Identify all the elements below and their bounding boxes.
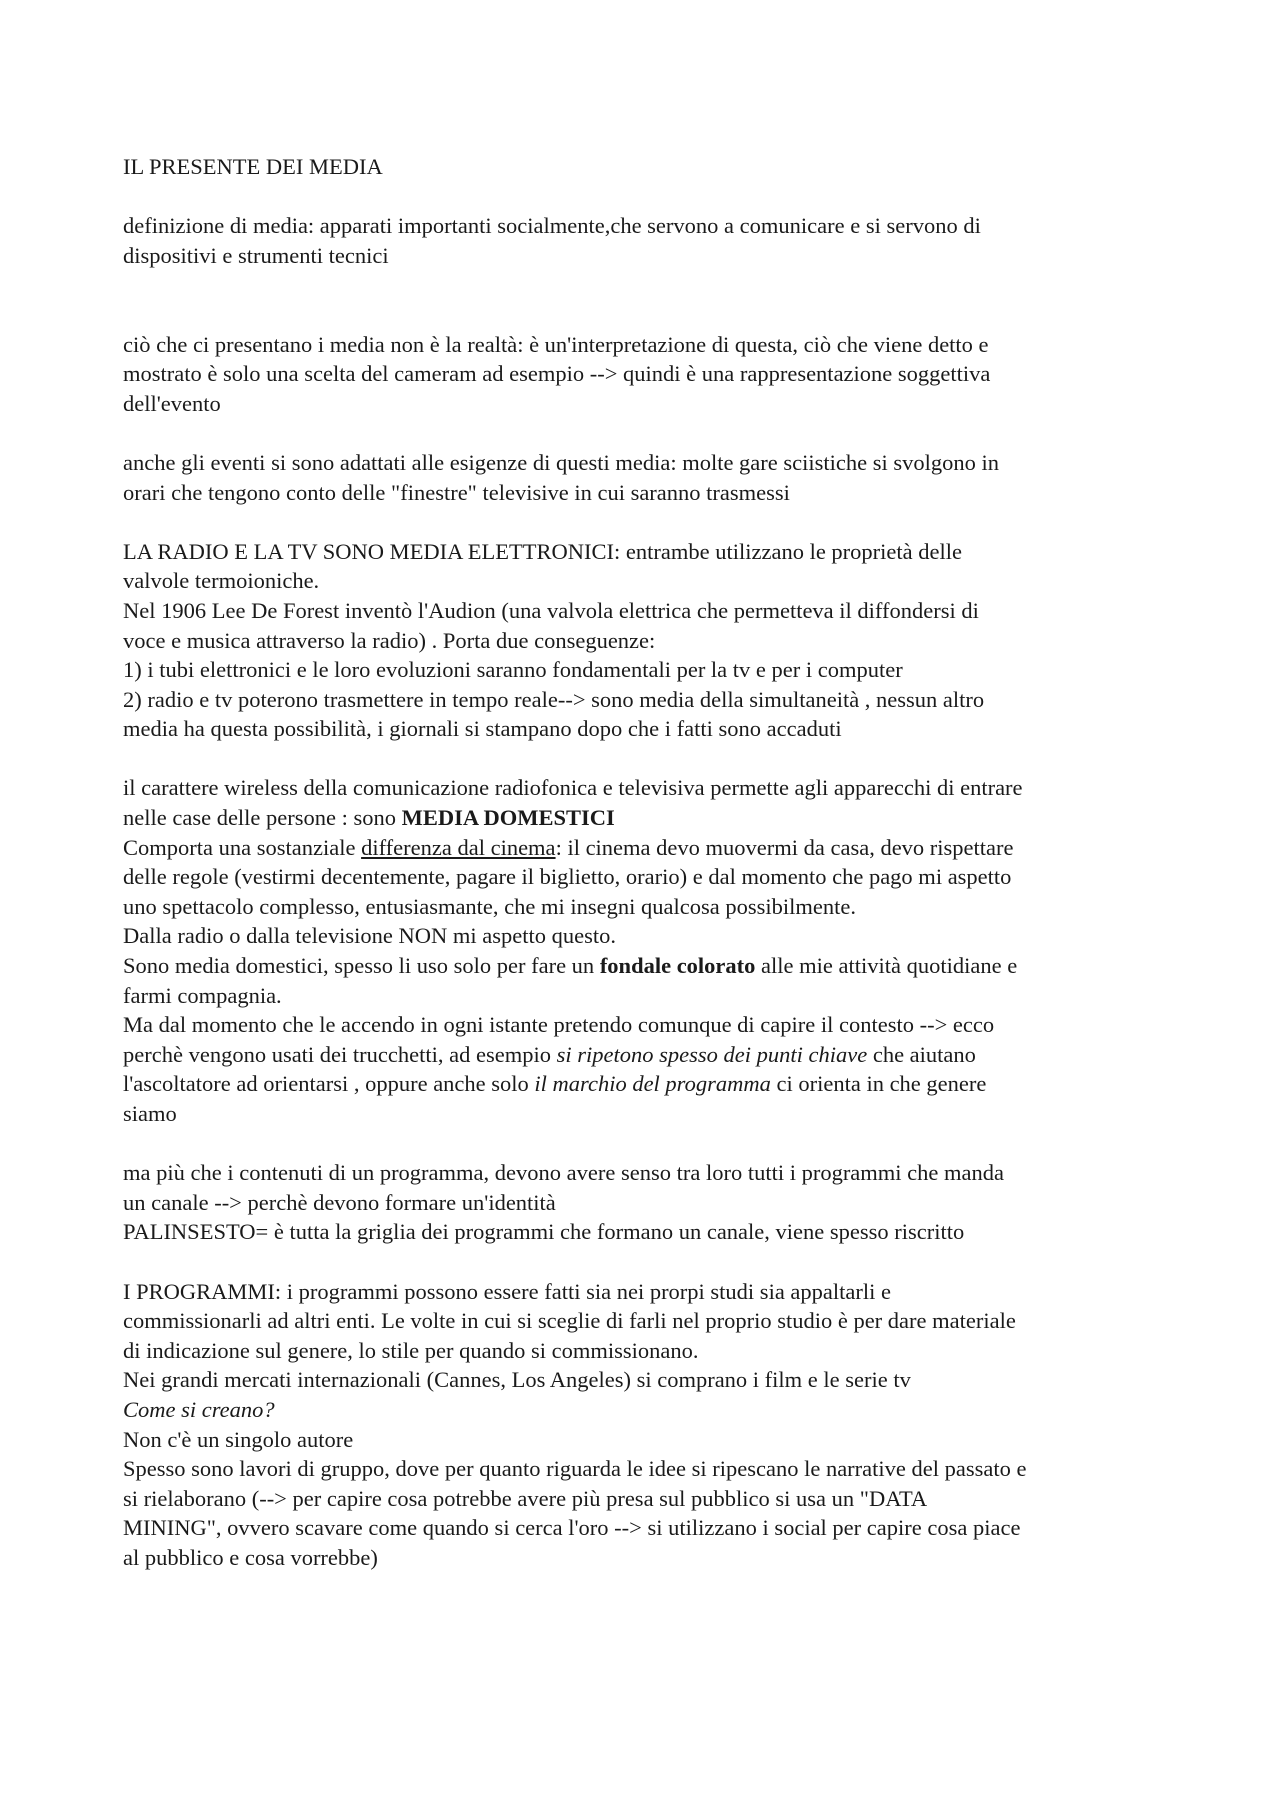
text-line: media ha questa possibilità, i giornali si stampano dopo che i fatti sono accaduti [123,716,842,742]
text-line: si rielaborano (--> per capire cosa potrebbe avere più presa sul pubblico si usa un "DATA [123,1485,928,1511]
text-run: perchè vengono usati dei trucchetti, ad esempio [123,1041,557,1067]
text-line: farmi compagnia. [123,982,282,1008]
text-run: ci orienta in che genere [770,1071,987,1097]
text-line: un canale --> perchè devono formare un'identità [123,1189,556,1215]
paragraph-palinsesto [123,1158,1183,1247]
text-line: ma più che i contenuti di un programma, devono avere senso tra loro tutti i programmi che manda [123,1160,1004,1186]
text-line: Non c'è un singolo autore [123,1426,354,1452]
text-line [123,1040,1183,1070]
text-line: orari che tengono conto delle "finestre" televisive in cui saranno trasmessi [123,479,790,505]
document-page [123,152,1183,1573]
text-line: MINING", ovvero scavare come quando si cerca l'oro --> si utilizzano i social per capire cosa piace [123,1515,1021,1541]
text-line: siamo [123,1101,177,1126]
spacer [123,270,1183,300]
text-run: l'ascoltatore ad orientarsi , oppure anche solo [123,1071,535,1097]
underlined-term: differenza dal cinema [361,834,556,860]
text-line: uno spettacolo complesso, entusiasmante, che mi insegni qualcosa possibilmente. [123,893,856,919]
text-line [123,951,1183,981]
spacer [123,1247,1183,1277]
text-run: : il cinema devo muovermi da casa, devo rispettare [555,834,1014,860]
text-line: valvole termoioniche. [123,568,320,594]
text-run: nelle case delle persone : sono [123,805,402,831]
text-line: dell'evento [123,390,221,416]
text-line: il carattere wireless della comunicazione radiofonica e televisiva permette agli apparecchi di entrare [123,775,1023,801]
text-run: Sono media domestici, spesso li uso solo per fare un [123,953,600,979]
text-line: definizione di media: apparati importanti socialmente,che servono a comunicare e si servono di [123,213,981,239]
bold-term: fondale colorato [599,953,756,979]
text-run: che aiutano [867,1041,976,1067]
italic-term: si ripetono spesso dei punti chiave [556,1041,868,1067]
spacer [123,300,1183,330]
italic-term: il marchio del programma [534,1071,771,1097]
text-run: alle mie attività quotidiane e [755,953,1018,979]
paragraph-radio-tv [123,537,1183,744]
text-line: commissionarli ad altri enti. Le volte in cui si sceglie di farli nel proprio studio è per dare materiale [123,1308,1016,1334]
paragraph-definition [123,211,1183,270]
text-line [123,803,1183,833]
paragraph-interpretation [123,330,1183,419]
paragraph-events [123,448,1183,507]
text-line [123,833,1183,863]
text-line [123,1069,1183,1099]
list-item: 1) i tubi elettronici e le loro evoluzioni saranno fondamentali per la tv e per i computer [123,657,903,683]
paragraph-programmi [123,1277,1183,1573]
spacer [123,1129,1183,1159]
text-line: LA RADIO E LA TV SONO MEDIA ELETTRONICI: entrambe utilizzano le proprietà delle [123,538,962,564]
text-line: voce e musica attraverso la radio) . Porta due conseguenze: [123,627,656,653]
bold-term: MEDIA DOMESTICI [401,805,615,831]
text-line: Ma dal momento che le accendo in ogni istante pretendo comunque di capire il contesto --> ecco [123,1012,995,1038]
text-line: Spesso sono lavori di gruppo, dove per quanto riguarda le idee si ripescano le narrative del passato e [123,1456,1027,1482]
text-run: Comporta una sostanziale [123,834,362,860]
text-line: Dalla radio o dalla televisione NON mi aspetto questo. [123,923,617,949]
text-line: delle regole (vestirmi decentemente, pagare il biglietto, orario) e dal momento che pago mi aspetto [123,864,1012,890]
spacer [123,507,1183,537]
text-line: dispositivi e strumenti tecnici [123,242,389,268]
list-item: 2) radio e tv poterono trasmettere in tempo reale--> sono media della simultaneità , nessun altro [123,686,985,712]
spacer [123,182,1183,212]
italic-question: Come si creano? [123,1396,275,1422]
spacer [123,744,1183,774]
paragraph-domestic-media [123,773,1183,1128]
text-line: I PROGRAMMI: i programmi possono essere fatti sia nei prorpi studi sia appaltarli e [123,1278,891,1304]
spacer [123,418,1183,448]
text-line: anche gli eventi si sono adattati alle esigenze di questi media: molte gare sciistiche si svolgono in [123,449,1000,475]
text-line: ciò che ci presentano i media non è la realtà: è un'interpretazione di questa, ciò che viene detto e [123,331,989,357]
text-line: Nel 1906 Lee De Forest inventò l'Audion (una valvola elettrica che permetteva il diffondersi di [123,597,979,623]
text-line: di indicazione sul genere, lo stile per quando si commissionano. [123,1337,699,1363]
text-line: al pubblico e cosa vorrebbe) [123,1544,378,1570]
document-title: IL PRESENTE DEI MEDIA [123,154,383,179]
text-line: mostrato è solo una scelta del cameram ad esempio --> quindi è una rappresentazione soggettiva [123,361,991,387]
text-line: Nei grandi mercati internazionali (Cannes, Los Angeles) si comprano i film e le serie tv [123,1367,911,1393]
text-line: PALINSESTO= è tutta la griglia dei programmi che formano un canale, viene spesso riscritto [123,1219,965,1245]
